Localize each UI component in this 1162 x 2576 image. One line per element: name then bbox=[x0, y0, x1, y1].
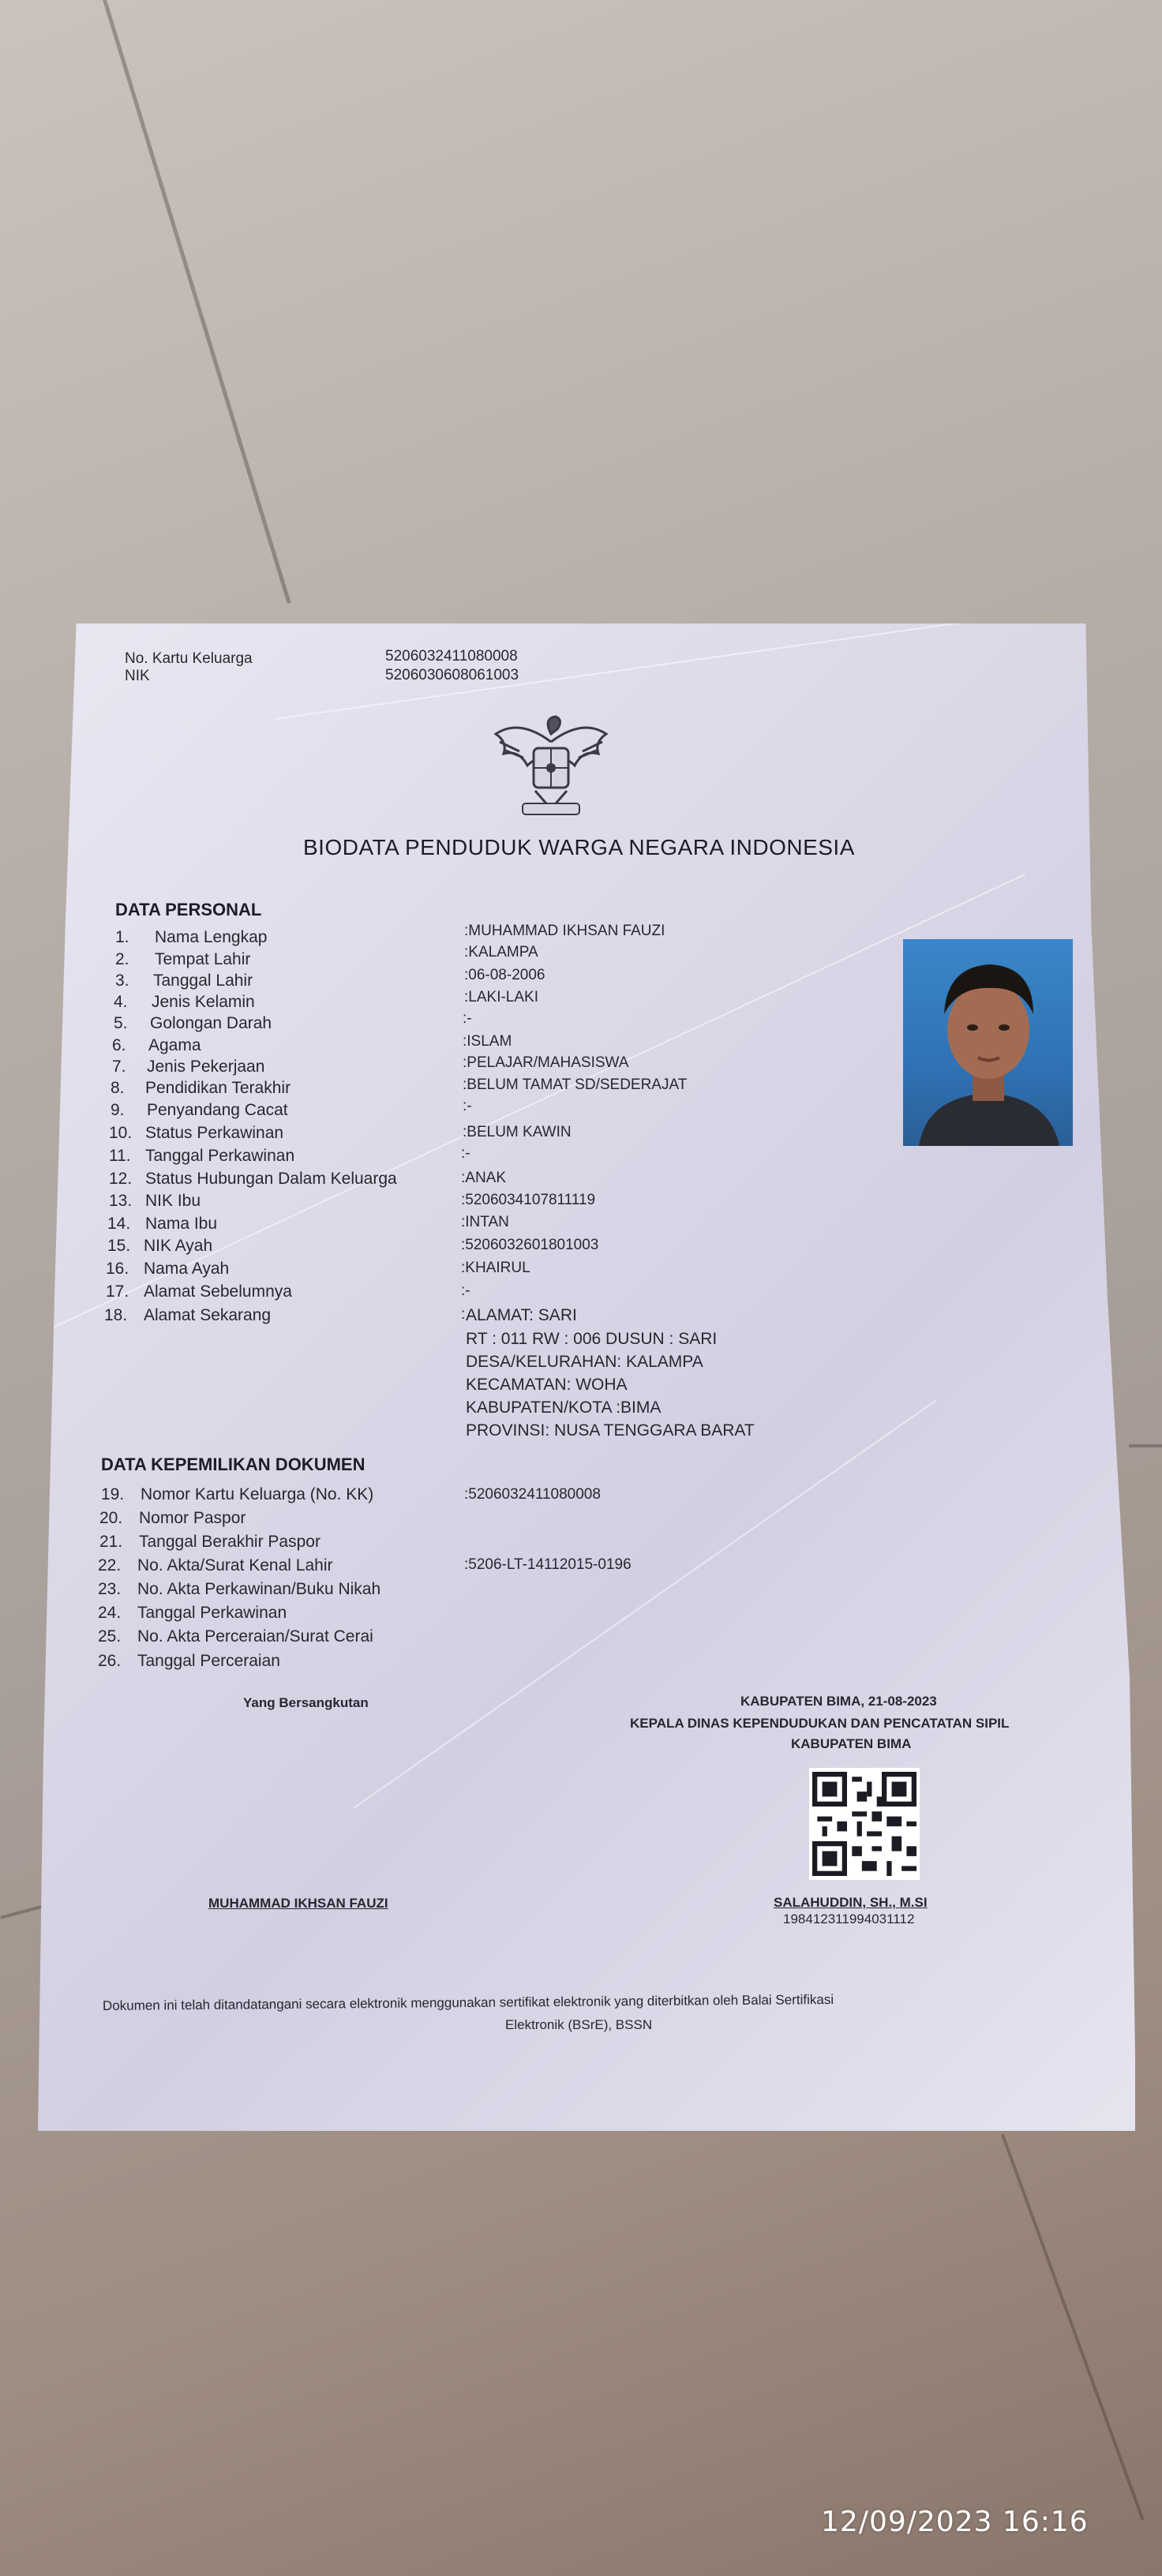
row-number: 12. bbox=[109, 1170, 133, 1188]
address-line: RT : 011 RW : 006 DUSUN : SARI bbox=[466, 1330, 718, 1348]
official-title: KEPALA DINAS KEPENDUDUKAN DAN PENCATATAN SIPIL bbox=[630, 1716, 1010, 1731]
row-number: 13. bbox=[109, 1192, 133, 1210]
signer-name: MUHAMMAD IKHSAN FAUZI bbox=[208, 1896, 388, 1911]
footer-note-line-2: Elektronik (BSrE), BSSN bbox=[505, 2017, 653, 2032]
row-label: Alamat Sebelumnya bbox=[144, 1282, 292, 1301]
row-value: :- bbox=[463, 1098, 472, 1114]
row-label: Agama bbox=[148, 1036, 201, 1054]
row-number: 5. bbox=[114, 1014, 128, 1032]
row-label: Golongan Darah bbox=[150, 1014, 272, 1032]
row-number: 2. bbox=[115, 950, 129, 968]
row-value: :- bbox=[461, 1145, 470, 1162]
place-date: KABUPATEN BIMA, 21-08-2023 bbox=[740, 1694, 937, 1709]
row-number: 15. bbox=[107, 1237, 131, 1255]
row-number: 7. bbox=[112, 1058, 126, 1076]
official-name: SALAHUDDIN, SH., M.SI bbox=[774, 1895, 928, 1910]
row-value: :5206032411080008 bbox=[464, 1486, 601, 1503]
row-value: :ANAK bbox=[461, 1170, 507, 1186]
row-value: :PELAJAR/MAHASISWA bbox=[463, 1054, 629, 1071]
official-region: KABUPATEN BIMA bbox=[791, 1736, 912, 1751]
nik-value: 5206030608061003 bbox=[385, 667, 519, 683]
row-label: NIK Ayah bbox=[144, 1237, 213, 1255]
tile-joint bbox=[1129, 1444, 1162, 1447]
row-label: Penyandang Cacat bbox=[147, 1101, 288, 1119]
row-number: 1. bbox=[115, 928, 129, 946]
row-number: 16. bbox=[106, 1260, 129, 1278]
row-value: :LAKI-LAKI bbox=[464, 989, 538, 1005]
row-number: 10. bbox=[109, 1124, 133, 1142]
row-label: Tanggal Perkawinan bbox=[137, 1604, 287, 1622]
row-label: Tanggal Perkawinan bbox=[145, 1147, 295, 1165]
documents-section-title: DATA KEPEMILIKAN DOKUMEN bbox=[101, 1455, 365, 1474]
row-label: Pendidikan Terakhir bbox=[145, 1079, 291, 1097]
tile-joint bbox=[1, 1904, 47, 1919]
row-number: 11. bbox=[109, 1147, 131, 1165]
row-value: :BELUM TAMAT SD/SEDERAJAT bbox=[463, 1076, 688, 1093]
personal-section-title: DATA PERSONAL bbox=[115, 900, 262, 919]
profile-photo bbox=[903, 939, 1073, 1146]
row-value: :ISLAM bbox=[463, 1033, 512, 1050]
row-number: 21. bbox=[99, 1533, 123, 1551]
row-label: Tempat Lahir bbox=[155, 950, 251, 968]
row-label: Nama Ibu bbox=[145, 1215, 218, 1233]
document-title: BIODATA PENDUDUK WARGA NEGARA INDONESIA bbox=[303, 835, 855, 859]
person-portrait-icon bbox=[903, 939, 1073, 1146]
row-value: :INTAN bbox=[461, 1214, 509, 1230]
signer-caption: Yang Bersangkutan bbox=[243, 1695, 369, 1710]
row-label: Nomor Kartu Keluarga (No. KK) bbox=[141, 1485, 374, 1503]
row-value: :KHAIRUL bbox=[461, 1260, 530, 1276]
row-number: 19. bbox=[101, 1485, 125, 1503]
address-line: DESA/KELURAHAN: KALAMPA bbox=[466, 1353, 703, 1371]
row-number: 20. bbox=[99, 1509, 123, 1527]
row-value: :5206034107811119 bbox=[461, 1192, 596, 1208]
row-number: 6. bbox=[112, 1036, 126, 1054]
row-number: 24. bbox=[98, 1604, 122, 1622]
nik-label: NIK bbox=[125, 668, 150, 684]
row-label: Status Hubungan Dalam Keluarga bbox=[145, 1170, 397, 1188]
row-value: :5206032601801003 bbox=[461, 1237, 599, 1253]
row-label: Nomor Paspor bbox=[139, 1509, 246, 1527]
row-number: 4. bbox=[114, 993, 128, 1011]
row-value: :06-08-2006 bbox=[464, 967, 545, 983]
row-label: Jenis Kelamin bbox=[152, 993, 255, 1011]
row-number: 8. bbox=[111, 1079, 125, 1097]
row-value: :MUHAMMAD IKHSAN FAUZI bbox=[464, 923, 665, 939]
row-number: 23. bbox=[98, 1580, 122, 1598]
footer-note-line-1: Dokumen ini telah ditandatangani secara elektronik menggunakan sertifikat elektronik yang diterbitkan oleh Balai Sertifikasi bbox=[102, 1991, 834, 2014]
row-value: :- bbox=[461, 1282, 470, 1299]
address-line: PROVINSI: NUSA TENGGARA BARAT bbox=[466, 1421, 755, 1440]
row-label: Jenis Pekerjaan bbox=[147, 1058, 265, 1076]
official-nip: 198412311994031112 bbox=[783, 1911, 915, 1926]
tile-joint bbox=[1001, 2134, 1145, 2521]
row-number: 22. bbox=[98, 1556, 122, 1574]
row-label: Tanggal Berakhir Paspor bbox=[139, 1533, 320, 1551]
row-label: Nama Lengkap bbox=[155, 928, 268, 946]
row-label: No. Akta/Surat Kenal Lahir bbox=[137, 1556, 333, 1574]
row-value: :BELUM KAWIN bbox=[463, 1124, 572, 1140]
row-label: Tanggal Lahir bbox=[153, 972, 253, 990]
row-label: Nama Ayah bbox=[144, 1260, 230, 1278]
address-line: ALAMAT: SARI bbox=[466, 1306, 577, 1324]
row-number: 25. bbox=[98, 1627, 122, 1646]
garuda-emblem-icon bbox=[488, 710, 614, 821]
row-label: Alamat Sekarang bbox=[144, 1306, 272, 1324]
row-label: Status Perkawinan bbox=[145, 1124, 284, 1142]
kk-number-value: 5206032411080008 bbox=[385, 648, 518, 665]
row-value: : bbox=[461, 1306, 466, 1323]
address-line: KECAMATAN: WOHA bbox=[466, 1376, 628, 1394]
row-number: 17. bbox=[106, 1282, 129, 1301]
address-line: KABUPATEN/KOTA :BIMA bbox=[466, 1398, 662, 1417]
photo-timestamp: 12/09/2023 16:16 bbox=[821, 2506, 1089, 2538]
qr-code-icon bbox=[809, 1768, 920, 1880]
row-number: 3. bbox=[115, 972, 129, 990]
kk-number-label: No. Kartu Keluarga bbox=[125, 650, 253, 667]
row-value: :KALAMPA bbox=[464, 944, 538, 960]
row-label: No. Akta Perceraian/Surat Cerai bbox=[137, 1627, 373, 1646]
row-value: :- bbox=[463, 1010, 472, 1027]
row-label: NIK Ibu bbox=[145, 1192, 201, 1210]
row-number: 26. bbox=[98, 1652, 122, 1670]
row-number: 18. bbox=[104, 1306, 128, 1324]
row-label: No. Akta Perkawinan/Buku Nikah bbox=[137, 1580, 381, 1598]
tile-joint bbox=[103, 0, 291, 604]
row-number: 14. bbox=[107, 1215, 131, 1233]
row-value: :5206-LT-14112015-0196 bbox=[464, 1556, 632, 1573]
row-label: Tanggal Perceraian bbox=[137, 1652, 280, 1670]
row-number: 9. bbox=[111, 1101, 125, 1119]
